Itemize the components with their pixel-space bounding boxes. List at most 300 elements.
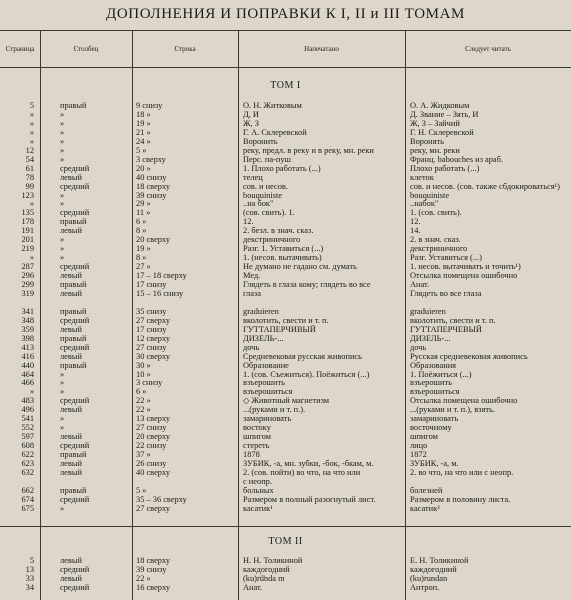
section-divider	[0, 526, 571, 527]
column-cell: левый	[60, 271, 82, 281]
table-row	[0, 370, 571, 379]
correction-text-cell: 1. Поёжиться (...)	[410, 369, 472, 379]
printed-text-cell: каждогодний	[243, 565, 290, 574]
correction-text-cell: Разг. Уставиться (...)	[410, 253, 482, 263]
correction-text-cell: взъерошиться	[410, 387, 460, 397]
table-row	[0, 289, 571, 298]
table-row	[0, 199, 571, 208]
page-number-cell: 191	[21, 226, 34, 236]
correction-text-cell: Д. Звание – Зять, И	[410, 109, 479, 119]
printed-text-cell: Мед.	[243, 271, 261, 281]
page-number-cell: 464	[21, 369, 34, 379]
page-number-cell: 34	[25, 583, 34, 592]
correction-text-cell: 1. (сов. свить).	[410, 208, 462, 218]
correction-text-cell: декстриничного	[410, 244, 468, 254]
column-cell: правый	[60, 485, 87, 495]
printed-text-cell: ре́ку, предл. в реку и в ре́ку, мн. ре́ки	[243, 145, 374, 155]
printed-text-cell: глаза	[243, 288, 261, 298]
table-row	[0, 280, 571, 289]
line-cell: 27 сверху	[136, 315, 171, 325]
header-printed: Напечатано	[304, 45, 339, 53]
line-cell: 11 »	[136, 208, 151, 218]
section-heading-vol2: ТОМ II	[268, 536, 303, 547]
page-number-cell: 5	[29, 556, 34, 565]
line-cell: 30 »	[136, 360, 151, 370]
correction-text-cell: каждогодний	[410, 565, 457, 574]
column-cell: левый	[60, 556, 82, 565]
printed-text-cell: ДИЗЕЛЬ-...	[243, 333, 284, 343]
column-cell: левый	[60, 226, 82, 236]
column-cell: правый	[60, 333, 87, 343]
table-row	[0, 173, 571, 182]
table-row	[0, 414, 571, 423]
header-page: Страница	[5, 45, 35, 53]
column-cell: средний	[60, 441, 90, 451]
table-row	[0, 334, 571, 343]
correction-text-cell: 1. несов. вытачивать и точить¹)	[410, 262, 521, 272]
printed-text-cell: (ku)rü̈nda m	[243, 574, 285, 583]
line-cell: 12 сверху	[136, 333, 171, 343]
page-number-cell: 622	[21, 450, 34, 460]
correction-text-cell: Антроп.	[410, 583, 440, 592]
column-cell: средний	[60, 494, 90, 504]
printed-text-cell: 2. (сов. пойти) во что, на что или	[243, 467, 361, 477]
page-number-cell: 359	[21, 324, 34, 334]
column-cell: левый	[60, 288, 82, 298]
table-row	[0, 396, 571, 405]
printed-text-cell: 12.	[243, 217, 254, 227]
table-row	[0, 459, 571, 468]
printed-text-cell: взъерошить	[243, 378, 285, 388]
table-row	[0, 182, 571, 191]
correction-text-cell: Отсылка помещена ошибочно	[410, 396, 518, 406]
line-cell: 26 снизу	[136, 459, 167, 468]
correction-text-cell: дочь	[410, 342, 427, 352]
printed-text-cell: ◇ Животный магнетизм	[243, 396, 330, 406]
printed-text-cell: телец	[243, 172, 263, 182]
column-cell: левый	[60, 405, 82, 415]
line-cell: 8 »	[136, 226, 147, 236]
page-number-cell: 416	[21, 351, 34, 361]
line-cell: 17 снизу	[136, 280, 167, 289]
column-cell: »	[60, 503, 65, 513]
page-number-cell: »	[29, 118, 34, 128]
printed-text-cell: Н. Н. Толикиной	[243, 556, 303, 565]
printed-text-cell: Г. А. Склеревской	[243, 127, 307, 137]
page-number-cell: 541	[21, 414, 34, 424]
table-row	[0, 208, 571, 217]
table-row	[0, 101, 571, 110]
correction-text-cell: Русская средневековая живопись	[410, 351, 528, 361]
line-cell: 16 сверху	[136, 583, 171, 592]
table-row	[0, 378, 571, 387]
correction-text-cell: шпигом	[410, 432, 438, 442]
line-cell: 27 снизу	[136, 342, 167, 352]
column-cell: средний	[60, 262, 90, 272]
printed-text-cell: востоку	[243, 423, 271, 433]
table-row	[0, 441, 571, 450]
table-row	[0, 191, 571, 200]
line-cell: 9 снизу	[136, 101, 163, 110]
column-cell: правый	[60, 306, 87, 316]
line-cell: 20 »	[136, 163, 151, 173]
printed-text-cell: О. Н. Житковым	[243, 101, 302, 110]
table-row	[0, 271, 571, 280]
line-cell: 22 »	[136, 405, 151, 415]
line-cell: 27 снизу	[136, 423, 167, 433]
line-cell: 30 сверху	[136, 351, 171, 361]
table-row	[0, 468, 571, 477]
column-cell: »	[60, 118, 65, 128]
printed-text-cell: ..на бок"	[243, 199, 274, 209]
table-row	[0, 164, 571, 173]
page-number-cell: 632	[21, 467, 34, 477]
page-number-cell: 61	[25, 163, 34, 173]
printed-text-cell: Не думано не гадано см. думать	[243, 262, 357, 272]
table-row	[0, 423, 571, 432]
page-number-cell: 341	[21, 306, 34, 316]
page-number-cell: 296	[21, 271, 34, 281]
table-row	[0, 450, 571, 459]
column-cell: »	[60, 109, 65, 119]
printed-text-cell: декстриничного	[243, 235, 301, 245]
table-row	[0, 361, 571, 370]
printed-text-cell: дочь	[243, 342, 260, 352]
column-cell: левый	[60, 172, 82, 182]
page-number-cell: 33	[25, 574, 34, 583]
printed-text-cell: 2. безл. в знач. сказ.	[243, 226, 314, 236]
column-cell: правый	[60, 280, 87, 289]
line-cell: 17 – 18 сверху	[136, 271, 187, 281]
correction-text-cell: Анат.	[410, 280, 430, 289]
page-number-cell: 348	[21, 315, 34, 325]
line-cell: 37 »	[136, 450, 151, 460]
line-cell: 3 сверху	[136, 154, 166, 164]
correction-text-cell: Е. Н. Толикиной	[410, 556, 469, 565]
correction-text-cell: ЗУБИК, -а, м.	[410, 459, 459, 468]
table-row	[0, 387, 571, 396]
line-cell: 10 »	[136, 369, 151, 379]
page-number-cell: 219	[21, 244, 34, 254]
correction-text-cell: взъерошить	[410, 378, 452, 388]
printed-text-cell: вколотить, свести и т. п.	[243, 315, 329, 325]
column-cell: левый	[60, 432, 82, 442]
table-row	[0, 477, 571, 486]
line-cell: 20 сверху	[136, 235, 171, 245]
correction-text-cell: ГУТТАПЕРЧЕВЫЙ	[410, 324, 482, 334]
line-cell: 5 »	[136, 485, 147, 495]
column-cell: »	[60, 190, 65, 200]
line-cell: 18 сверху	[136, 556, 171, 565]
page-number-cell: 413	[21, 342, 34, 352]
printed-text-cell: (сов. свить). 1.	[243, 208, 295, 218]
printed-text-cell: Образование	[243, 360, 289, 370]
column-cell: средний	[60, 583, 90, 592]
line-cell: 5 »	[136, 145, 147, 155]
printed-text-cell: стереть	[243, 441, 270, 451]
printed-text-cell: касатик¹	[243, 503, 273, 513]
printed-text-cell: Ж, З	[243, 118, 259, 128]
correction-text-cell: (ku)rundan	[410, 574, 448, 583]
column-cell: »	[60, 253, 65, 263]
table-row	[0, 244, 571, 253]
printed-text-cell: Размером в полный разогнутый лист.	[243, 494, 376, 504]
page-number-cell: 675	[21, 503, 34, 513]
printed-text-cell: bouquiniste	[243, 190, 283, 200]
line-cell: 17 снизу	[136, 324, 167, 334]
table-row	[0, 307, 571, 316]
table-row	[0, 253, 571, 262]
line-cell: 19 »	[136, 244, 151, 254]
correction-text-cell: замариновать	[410, 414, 459, 424]
page-number-cell: »	[29, 127, 34, 137]
table-row	[0, 235, 571, 244]
table-row	[0, 128, 571, 137]
column-cell: средний	[60, 181, 90, 191]
page-number-cell: 662	[21, 485, 34, 495]
line-cell: 22 снизу	[136, 441, 167, 451]
column-cell: правый	[60, 217, 87, 227]
column-cell: левый	[60, 351, 82, 361]
correction-text-cell: Размером в половину листа.	[410, 494, 511, 504]
page-number-cell: 674	[21, 494, 34, 504]
page-number-cell: 5	[29, 101, 34, 110]
printed-text-cell: ...(руками и т. п.).	[243, 405, 306, 415]
correction-text-cell: ре́ку, мн. ре́ки	[410, 145, 460, 155]
column-cell: средний	[60, 163, 90, 173]
table-row	[0, 226, 571, 235]
line-cell: 6 »	[136, 217, 147, 227]
page-number-cell: 496	[21, 405, 34, 415]
line-cell: 8 »	[136, 253, 147, 263]
table-row	[0, 486, 571, 495]
correction-text-cell: клеток	[410, 172, 434, 182]
correction-text-cell: ..набок"	[410, 199, 439, 209]
header-column: Столбец	[73, 45, 99, 53]
table-row	[0, 343, 571, 352]
correction-text-cell: ДИЗЕЛЬ-...	[410, 333, 451, 343]
printed-text-cell: ЗУБИК, -а, мн. зубки, -бок, -бкам, м.	[243, 459, 374, 468]
page-number-cell: 123	[21, 190, 34, 200]
table-row	[0, 217, 571, 226]
line-cell: 39 снизу	[136, 190, 167, 200]
page-number-cell: 319	[21, 288, 34, 298]
correction-text-cell: Отсылка помещена ошибочно	[410, 271, 518, 281]
column-cell: средний	[60, 342, 90, 352]
printed-text-cell: Глядеть в глаза кому; глядеть во все	[243, 280, 371, 289]
page-number-cell: 483	[21, 396, 34, 406]
table-row	[0, 495, 571, 504]
page-number-cell: 287	[21, 262, 34, 272]
table-row	[0, 405, 571, 414]
correction-text-cell: восточному	[410, 423, 452, 433]
printed-text-cell: замариновать	[243, 414, 292, 424]
column-cell: »	[60, 423, 65, 433]
correction-text-cell: bouquiniste	[410, 190, 450, 200]
correction-text-cell: Глядеть во все глаза	[410, 288, 482, 298]
page-number-cell: »	[29, 109, 34, 119]
correction-text-cell: 2. в знач. сказ.	[410, 235, 461, 245]
line-cell: 20 сверху	[136, 432, 171, 442]
column-cell: правый	[60, 101, 87, 110]
table-row	[0, 565, 571, 574]
line-cell: 40 сверху	[136, 467, 171, 477]
page-number-cell: 13	[25, 565, 34, 574]
table-row	[0, 155, 571, 164]
line-cell: 27 сверху	[136, 503, 171, 513]
line-cell: 19 »	[136, 118, 151, 128]
section-heading-vol1: ТОМ I	[270, 80, 301, 91]
table-row	[0, 262, 571, 271]
printed-text-cell: 1. (несов. вытачивать)	[243, 253, 322, 263]
printed-text-cell: 1. Плохо работать (...)	[243, 163, 321, 173]
correction-text-cell: лицо	[410, 441, 428, 451]
line-cell: 35 снизу	[136, 306, 167, 316]
correction-text-cell: Образования	[410, 360, 457, 370]
line-cell: 39 снизу	[136, 565, 167, 574]
page-number-cell: »	[29, 136, 34, 146]
page-number-cell: 440	[21, 360, 34, 370]
line-cell: 22 »	[136, 396, 151, 406]
page-number-cell: 12	[25, 145, 34, 155]
table-row	[0, 146, 571, 155]
column-cell: »	[60, 244, 65, 254]
column-cell: »	[60, 378, 65, 388]
printed-text-cell: ГУТТАПЕРЧИВЫЙ	[243, 324, 316, 334]
correction-text-cell: Франц. babouches из араб.	[410, 154, 503, 164]
column-cell: »	[60, 199, 65, 209]
page-number-cell: 608	[21, 441, 34, 451]
page-number-cell: 552	[21, 423, 34, 433]
column-cell: средний	[60, 565, 90, 574]
table-row	[0, 316, 571, 325]
table-row	[0, 298, 571, 307]
line-cell: 15 – 16 снизу	[136, 288, 184, 298]
printed-text-cell: Средневековая русская живопись	[243, 351, 362, 361]
printed-text-cell: шпигом	[243, 432, 271, 442]
line-cell: 21 »	[136, 127, 151, 137]
line-cell: 35 – 36 сверху	[136, 494, 187, 504]
line-cell: 27 »	[136, 262, 151, 272]
page-number-cell: 299	[21, 280, 34, 289]
printed-text-cell: с неопр.	[243, 476, 272, 486]
table-row	[0, 583, 571, 592]
column-cell: »	[60, 136, 65, 146]
correction-text-cell: касатик²	[410, 503, 440, 513]
header-line: Строка	[174, 45, 196, 53]
page-number-cell: 466	[21, 378, 34, 388]
table-row	[0, 432, 571, 441]
printed-text-cell: 1. (сов. Съежиться). Поёжиться (...)	[243, 369, 370, 379]
printed-text-cell: Разг. 1. Уставиться (...)	[243, 244, 324, 254]
line-cell: 18 »	[136, 109, 151, 119]
table-row	[0, 110, 571, 119]
printed-text-cell: Анат.	[243, 583, 263, 592]
column-cell: левый	[60, 324, 82, 334]
line-cell: 29 »	[136, 199, 151, 209]
line-cell: 22 »	[136, 574, 151, 583]
page-title: ДОПОЛНЕНИЯ И ПОПРАВКИ К I, II и III ТОМАМ	[106, 6, 465, 22]
line-cell: 6 »	[136, 387, 147, 397]
column-cell: средний	[60, 208, 90, 218]
column-cell: левый	[60, 467, 82, 477]
column-cell: правый	[60, 360, 87, 370]
correction-text-cell: 2. во что, на что или с неопр.	[410, 467, 514, 477]
line-cell: 3 снизу	[136, 378, 163, 388]
page-number-cell: 398	[21, 333, 34, 343]
column-cell: правый	[60, 450, 87, 460]
line-cell: 24 »	[136, 136, 151, 146]
correction-text-cell: сов. и несов. (сов. также сбдокироваться¹)	[410, 181, 560, 191]
column-cell: »	[60, 127, 65, 137]
printed-text-cell: больных	[243, 485, 274, 495]
line-cell: 40 снизу	[136, 172, 167, 182]
printed-text-cell: graduieren	[243, 306, 279, 316]
page-number-cell: 597	[21, 432, 34, 442]
column-cell: »	[60, 414, 65, 424]
page-number-cell: 99	[25, 181, 34, 191]
page-number-cell: »	[29, 199, 34, 209]
page-number-cell: 78	[25, 172, 34, 182]
column-cell: левый	[60, 459, 82, 468]
table-row	[0, 325, 571, 334]
page-number-cell: 623	[21, 459, 34, 468]
correction-text-cell: 12.	[410, 217, 421, 227]
correction-text-cell: 1872	[410, 450, 427, 460]
table-header	[0, 30, 571, 68]
table-row	[0, 574, 571, 583]
column-cell: левый	[60, 574, 82, 583]
correction-text-cell: 14.	[410, 226, 421, 236]
correction-text-cell: Плохо работать (...)	[410, 163, 480, 173]
line-cell: 13 сверху	[136, 414, 171, 424]
page-number-cell: 135	[21, 208, 34, 218]
table-row	[0, 504, 571, 513]
column-cell: »	[60, 387, 65, 397]
correction-text-cell: болезней	[410, 485, 443, 495]
correction-text-cell: graduieren	[410, 306, 446, 316]
column-cell: »	[60, 369, 65, 379]
page-number-cell: »	[29, 387, 34, 397]
correction-text-cell: ...(руками и т. п.), взять.	[410, 405, 495, 415]
printed-text-cell: Перс. па-пуш	[243, 154, 291, 164]
column-cell: »	[60, 235, 65, 245]
page-number-cell: 201	[21, 235, 34, 245]
correction-text-cell: Ж, З – Зайчий	[410, 118, 460, 128]
column-cell: средний	[60, 315, 90, 325]
printed-text-cell: Воронить	[243, 136, 278, 146]
table-row	[0, 352, 571, 361]
table-row	[0, 137, 571, 146]
correction-text-cell: Воронять	[410, 136, 444, 146]
column-cell: »	[60, 145, 65, 155]
correction-text-cell: вколотить, свести и т. п.	[410, 315, 496, 325]
column-cell: средний	[60, 396, 90, 406]
header-read: Следует читать	[465, 45, 511, 53]
correction-text-cell: О. А. Жидковым	[410, 101, 470, 110]
table-row	[0, 556, 571, 565]
table-row	[0, 119, 571, 128]
printed-text-cell: 1878	[243, 450, 260, 460]
correction-text-cell: Г. Н. Склеревской	[410, 127, 474, 137]
page-number-cell: 54	[25, 154, 34, 164]
line-cell: 18 сверху	[136, 181, 171, 191]
printed-text-cell: Д, И	[243, 109, 259, 119]
page-number-cell: »	[29, 253, 34, 263]
column-cell: »	[60, 154, 65, 164]
printed-text-cell: взъерошиться	[243, 387, 293, 397]
printed-text-cell: сов. и несов.	[243, 181, 288, 191]
